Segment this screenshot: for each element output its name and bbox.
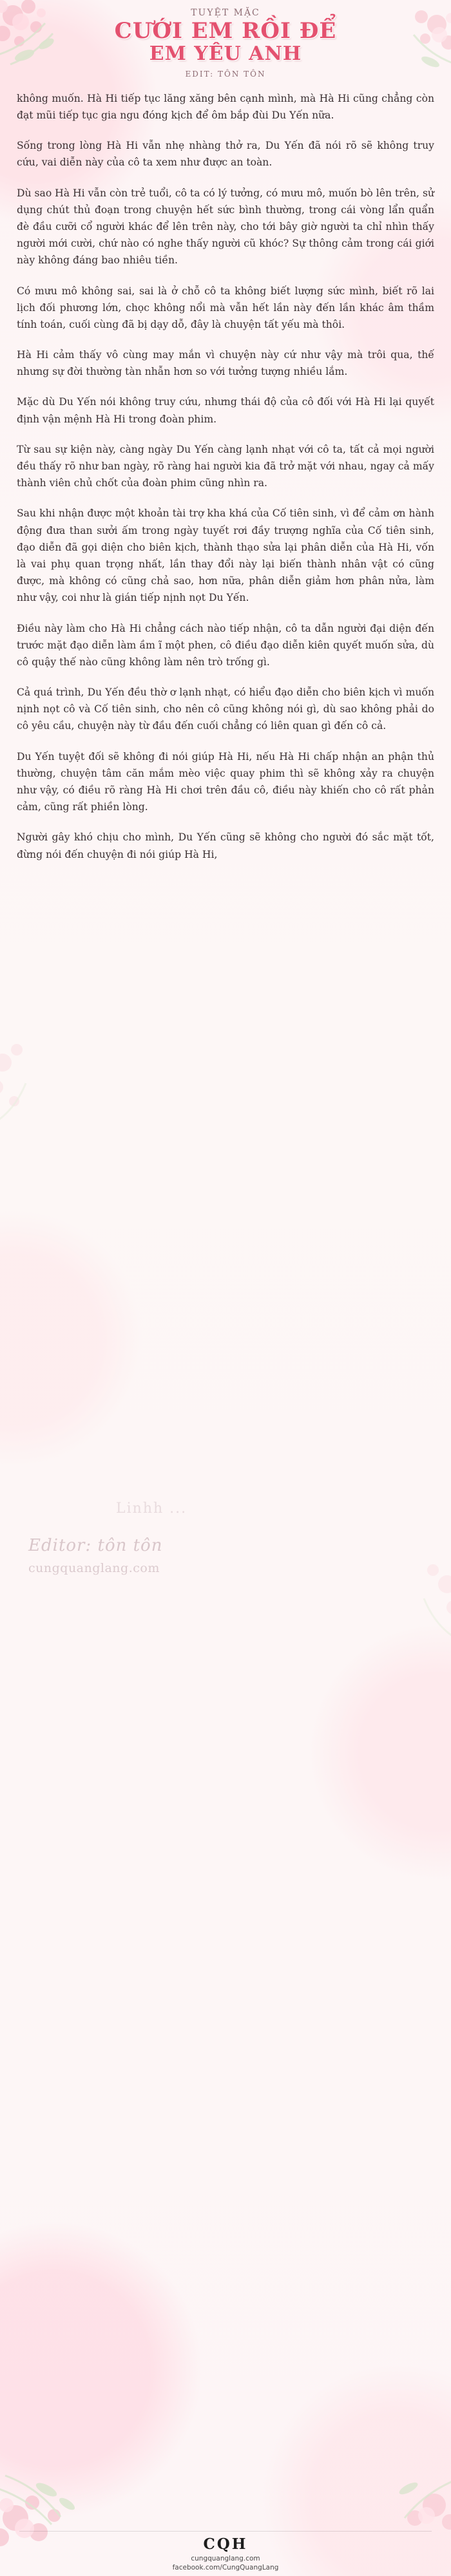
paragraph: Du Yến tuyệt đối sẽ không đi nói giúp Hà Hi, nếu Hà Hi chấp nhận an phận thủ thường, chuyện tâm căn mắm mèo việc quay phim thì sẽ không xảy ra chuyện như vậy, có điều rõ ràng Hà Hi chơi trên đầu cô, điều này khiến cho cô rất phản cảm, cũng rất phiền lòng.: [17, 750, 434, 813]
chapter-body: [0, 79, 451, 863]
floral-decoration-bottom-right: [340, 2402, 451, 2537]
paragraph: Dù sao Hà Hi vẫn còn trẻ tuổi, cô ta có lý tưởng, có mưu mô, muốn bò lên trên, sử dụng chút thủ đoạn trong chuyện hết sức bình thường, trong cái vòng lẩn quẩn đè đầu cưỡi cổ người khác để lên trên này, cho tới bây giờ người ta chỉ nhìn thấy người mới cười, chứ nào có nghe thấy người cũ khóc? Sự thông cảm trong cái giới này không đáng bao nhiêu tiền.: [17, 187, 434, 267]
watermark-editor: Editor: tôn tôn: [28, 1536, 163, 1555]
paragraph: Có mưu mô không sai, sai là ở chỗ cô ta không biết lượng sức mình, biết rõ lai lịch đối phương lớn, chọc không nổi mà vẫn hết lần này đến lần khác âm thầm tính toán, cuối cùng đã bị dạy dỗ, đây là chuyện tất yếu mà thôi.: [17, 285, 434, 330]
paragraph: Sau khi nhận được một khoản tài trợ kha khá của Cố tiên sinh, vì để cảm ơn hành động đưa than sưởi ấm trong ngày tuyết rơi đầy trượng nghĩa của Cố tiên sinh, đạo diễn đã gọi diện cho biên kịch, thành thạo sửa lại phân diễn của Hà Hi, vốn là vai phụ quan trọng nhất, lần thay đổi này lại biến thành nhân vật có cũng được, mà không có cũng chả sao, hơn nữa, phân diễn giảm hơn phân nửa, làm như vậy, coi như là gián tiếp nịnh nọt Du Yến.: [17, 507, 434, 604]
site-logo: CQH: [203, 2535, 248, 2553]
page-title: [0, 19, 451, 64]
paragraph: Mặc dù Du Yến nói không truy cứu, nhưng thái độ của cô đối với Hà Hi lại quyết định vận mệnh Hà Hi trong đoàn phim.: [17, 396, 434, 425]
editor-credit: EDIT: TÔN TÔN: [185, 69, 266, 79]
footer-website-link[interactable]: cungquanglang.com: [191, 2554, 260, 2562]
footer-links: [0, 2554, 451, 2572]
title-line-1: CƯỚI EM RỒI ĐỂ: [114, 18, 337, 44]
watermark-site: cungquanglang.com: [28, 1561, 160, 1575]
author-kicker: TUYỆT MẶC: [191, 8, 260, 18]
footer-facebook-link[interactable]: facebook.com/CungQuangLang: [172, 2563, 279, 2571]
watermark-faint: Linhh ...: [116, 1501, 187, 1517]
paragraph: Hà Hi cảm thấy vô cùng may mắn vì chuyện này cứ như vậy mà trôi qua, thế nhưng sự đời thường tàn nhẫn hơn so với tưởng tượng nhiều lắm.: [17, 349, 434, 378]
paragraph: không muốn. Hà Hi tiếp tục lăng xăng bên cạnh mình, mà Hà Hi cũng chẳng còn đạt mũi tiếp tục gia ngu đóng kịch để ôm bắp đùi Du Yến nữa.: [17, 92, 434, 122]
title-header: [0, 0, 451, 79]
floral-decoration-middle-left: [0, 1030, 73, 1159]
paragraph: Điều này làm cho Hà Hi chẳng cách nào tiếp nhận, cô ta dẫn người đại diện đến trước mặt đạo diễn làm ầm ĩ một phen, cô điều đạo diễn kiên quyết muốn sửa, dù cô quậy thế nào cũng không làm nên trò trống gì.: [17, 622, 434, 668]
paragraph: Sống trong lòng Hà Hi vẫn nhẹ nhàng thở ra, Du Yến đã nói rõ sẽ không truy cứu, vai diễn này của cô ta xem như được an toàn.: [17, 140, 434, 169]
footer-divider: [19, 2531, 432, 2532]
title-line-2: EM YÊU ANH: [149, 43, 302, 66]
paragraph: Từ sau sự kiện này, càng ngày Du Yến càng lạnh nhạt với cô ta, tất cả mọi người đều thấy rõ như ban ngày, rõ ràng hai người kia đã trở mặt với nhau, ngay cả mấy thành viên chủ chốt của đoàn phim cũng nhìn ra.: [17, 443, 434, 489]
paragraph: Người gây khó chịu cho mình, Du Yến cũng sẽ không cho người đó sắc mặt tốt, đừng nói đến chuyện đi nói giúp Hà Hi,: [17, 831, 434, 860]
floral-decoration-middle-right: [378, 1546, 451, 1674]
paragraph: Cả quá trình, Du Yến đều thờ ơ lạnh nhạt, có hiểu đạo diễn cho biên kịch vì muốn nịnh nọt cô và Cố tiên sinh, cho nên cô cũng không nói gì, dù sao không phải do cô yêu cầu, chuyện này từ đầu đến cuối chẳng có liên quan gì đến cô cả.: [17, 687, 434, 732]
page-footer: [0, 2531, 451, 2572]
